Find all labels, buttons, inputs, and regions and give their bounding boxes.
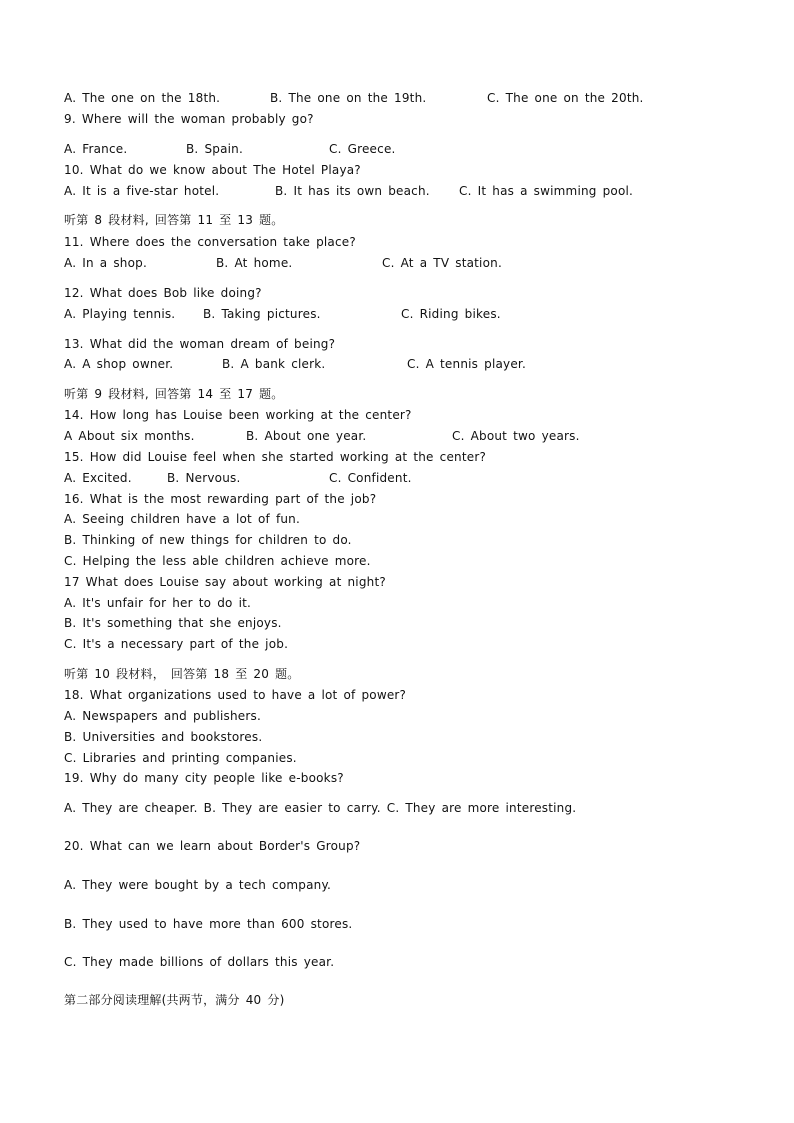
q16-option-c: C. Helping the less able children achieve more. bbox=[64, 554, 371, 568]
q20-option-a: A. They were bought by a tech company. bbox=[64, 878, 332, 892]
q11-option-c: C. At a TV station. bbox=[382, 256, 502, 270]
q12-option-c: C. Riding bikes. bbox=[401, 307, 501, 321]
q19-options: A. They are cheaper. B. They are easier to carry. C. They are more interesting. bbox=[64, 801, 577, 815]
q15-question: 15. How did Louise feel when she started working at the center? bbox=[64, 450, 487, 464]
q10-option-c: C. It has a swimming pool. bbox=[459, 184, 634, 198]
section-9-heading: 听第 9 段材料, 回答第 14 至 17 题。 bbox=[64, 387, 284, 401]
q18-question: 18. What organizations used to have a lot of power? bbox=[64, 688, 407, 702]
q20-question: 20. What can we learn about Border's Group? bbox=[64, 839, 361, 853]
q10-question: 10. What do we know about The Hotel Playa? bbox=[64, 163, 361, 177]
q8-option-b: B. The one on the 19th. bbox=[270, 91, 427, 105]
q10-option-a: A. It is a five-star hotel. bbox=[64, 184, 220, 198]
q17-option-a: A. It's unfair for her to do it. bbox=[64, 596, 252, 610]
q9-option-a: A. France. bbox=[64, 142, 128, 156]
q13-option-b: B. A bank clerk. bbox=[222, 357, 326, 371]
q13-question: 13. What did the woman dream of being? bbox=[64, 337, 336, 351]
q14-option-a: A About six months. bbox=[64, 429, 195, 443]
q17-option-b: B. It's something that she enjoys. bbox=[64, 616, 282, 630]
q16-option-a: A. Seeing children have a lot of fun. bbox=[64, 512, 300, 526]
q16-option-b: B. Thinking of new things for children to do. bbox=[64, 533, 352, 547]
q12-option-a: A. Playing tennis. bbox=[64, 307, 176, 321]
q10-option-b: B. It has its own beach. bbox=[275, 184, 430, 198]
q13-option-a: A. A shop owner. bbox=[64, 357, 174, 371]
q19-question: 19. Why do many city people like e-books? bbox=[64, 771, 344, 785]
q14-option-b: B. About one year. bbox=[246, 429, 367, 443]
q11-question: 11. Where does the conversation take place? bbox=[64, 235, 356, 249]
q14-question: 14. How long has Louise been working at the center? bbox=[64, 408, 412, 422]
q11-option-b: B. At home. bbox=[216, 256, 293, 270]
q15-option-a: A. Excited. bbox=[64, 471, 132, 485]
q18-option-a: A. Newspapers and publishers. bbox=[64, 709, 261, 723]
q17-question: 17 What does Louise say about working at night? bbox=[64, 575, 386, 589]
q12-question: 12. What does Bob like doing? bbox=[64, 286, 262, 300]
q18-option-c: C. Libraries and printing companies. bbox=[64, 751, 297, 765]
q8-option-a: A. The one on the 18th. bbox=[64, 91, 221, 105]
q11-option-a: A. In a shop. bbox=[64, 256, 147, 270]
part-2-heading: 第二部分阅读理解(共两节，满分 40 分) bbox=[64, 993, 285, 1007]
q9-option-c: C. Greece. bbox=[329, 142, 396, 156]
q20-option-c: C. They made billions of dollars this year. bbox=[64, 955, 335, 969]
section-10-heading: 听第 10 段材料， 回答第 18 至 20 题。 bbox=[64, 667, 300, 681]
q15-option-c: C. Confident. bbox=[329, 471, 412, 485]
section-8-heading: 听第 8 段材料, 回答第 11 至 13 题。 bbox=[64, 213, 284, 227]
q13-option-c: C. A tennis player. bbox=[407, 357, 526, 371]
q12-option-b: B. Taking pictures. bbox=[203, 307, 321, 321]
q15-option-b: B. Nervous. bbox=[167, 471, 241, 485]
q18-option-b: B. Universities and bookstores. bbox=[64, 730, 263, 744]
q9-question: 9. Where will the woman probably go? bbox=[64, 112, 314, 126]
q9-option-b: B. Spain. bbox=[186, 142, 244, 156]
q8-option-c: C. The one on the 20th. bbox=[487, 91, 644, 105]
q14-option-c: C. About two years. bbox=[452, 429, 580, 443]
q16-question: 16. What is the most rewarding part of the job? bbox=[64, 492, 377, 506]
q20-option-b: B. They used to have more than 600 stores. bbox=[64, 917, 353, 931]
q17-option-c: C. It's a necessary part of the job. bbox=[64, 637, 289, 651]
